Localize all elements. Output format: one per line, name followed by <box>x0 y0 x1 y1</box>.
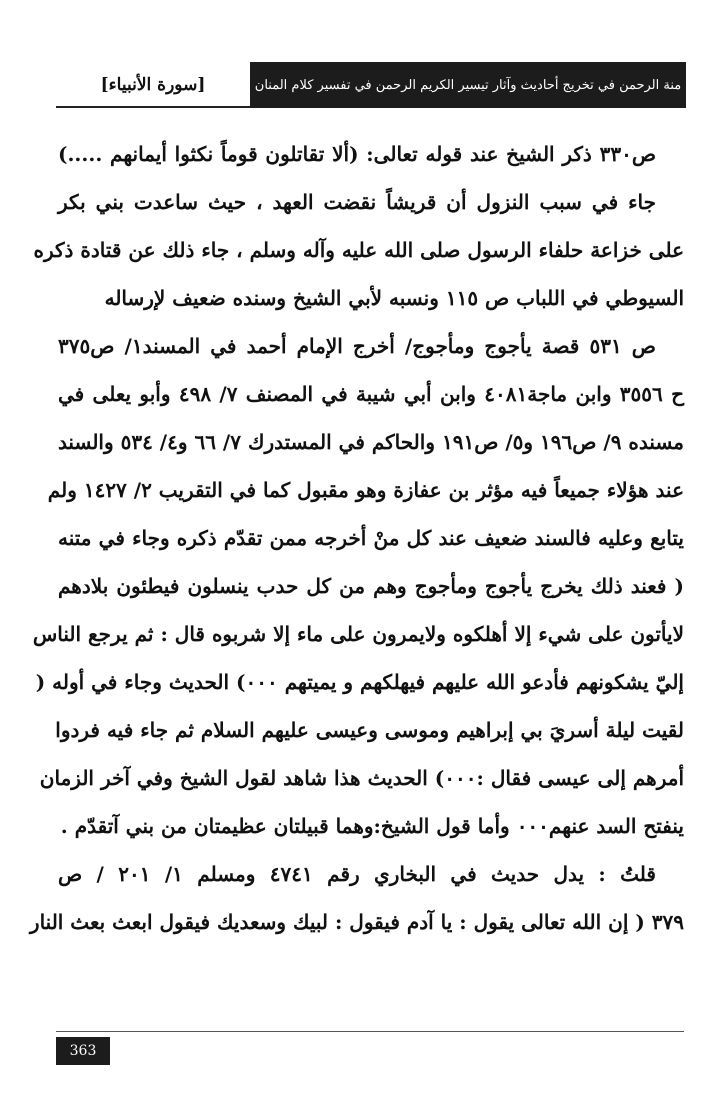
text-line: لقيت ليلة أسريَ بي إبراهيم وموسى وعيسى عليهم السلام ثم جاء فيه فردوا <box>55 718 684 742</box>
surah-title: [سورة الأنبياء] <box>100 75 206 95</box>
text-line: ( فعند ذلك يخرج يأجوج ومأجوج وهم من كل حدب ينسلون فيطئون بلادهم <box>58 574 684 598</box>
text-line: يتابع وعليه فالسند ضعيف عند كل منْ أخرجه ممن تقدّم ذكره وجاء في متنه <box>58 526 684 550</box>
footer-rule <box>56 1031 684 1032</box>
text-line: قلتُ : يدل حديث في البخاري رقم ٤٧٤١ ومسلم ١/ ٢٠١ / ص <box>58 862 656 886</box>
book-title: منة الرحمن في تخريج أحاديث وآثار تيسير الكريم الرحمن في تفسير كلام المنان <box>250 62 686 108</box>
text-line: ٣٧٩ ( إن الله تعالى يقول : يا آدم فيقول : لبيك وسعديك فيقول ابعث بعث النار <box>29 910 684 934</box>
text-line: أمرهم إلى عيسى فقال :٠٠٠) الحديث هذا شاهد لقول الشيخ وفي آخر الزمان <box>39 766 684 790</box>
text-line: السيوطي في اللباب ص ١١٥ ونسبه لأبي الشيخ وسنده ضعيف لإرساله <box>104 286 684 310</box>
running-header <box>56 62 686 108</box>
text-line: إليّ يشكونهم فأدعو الله عليهم فيهلكهم و يميتهم ٠٠٠) الحديث وجاء في أوله ( <box>35 670 684 694</box>
page-body <box>29 130 684 946</box>
text-line: ص٣٣٠ ذكر الشيخ عند قوله تعالى: (ألا تقاتلون قوماً نكثوا أيمانهم .....) <box>58 142 656 166</box>
text-line: مسنده ٩/ ص١٩٦ و٥/ ص١٩١ والحاكم في المستدرك ٧/ ٦٦ و٤/ ٥٣٤ والسند <box>57 430 684 454</box>
page-number: 363 <box>56 1037 110 1065</box>
text-line: على خزاعة حلفاء الرسول صلى الله عليه وآله وسلم ، جاء ذلك عن قتادة ذكره <box>33 238 684 262</box>
text-line: لايأتون على شيء إلا أهلكوه ولايمرون على ماء إلا شربوه قال : ثم يرجع الناس <box>32 622 684 646</box>
header-underline <box>56 106 250 108</box>
text-line: ص ٥٣١ قصة يأجوج ومأجوج/ أخرج الإمام أحمد في المسند١/ ص٣٧٥ <box>58 334 656 358</box>
text-line: ينفتح السد عنهم٠٠٠ وأما قول الشيخ:وهما قبيلتان عظيمتان من بني آتقدّم . <box>60 814 684 838</box>
text-line: جاء في سبب النزول أن قريشاً نقضت العهد ، حيث ساعدت بني بكر <box>58 190 656 214</box>
text-line: عند هؤلاء جميعاً فيه مؤثر بن عفازة وهو مقبول كما في التقريب ٢/ ١٤٢٧ ولم <box>47 478 684 502</box>
text-line: ح ٣٥٥٦ وابن ماجة٤٠٨١ وابن أبي شيبة في المصنف ٧/ ٤٩٨ وأبو يعلى في <box>58 382 684 406</box>
